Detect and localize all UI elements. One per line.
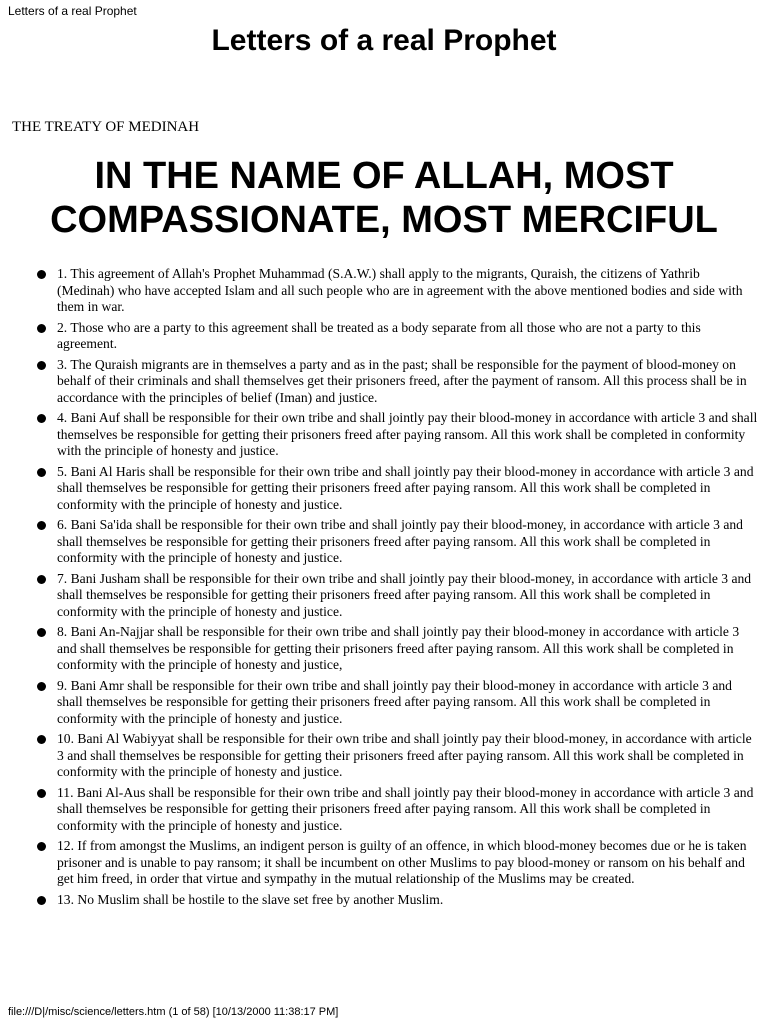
article-text: 8. Bani An-Najjar shall be responsible for their own tribe and shall jointly pay their blood-money in accordance with article 3 and shall themselves be responsible for getting their prisoners freed after paying ransom. All this work shall be completed in conformity with the principle of honesty and justice, (57, 624, 740, 672)
list-item (0, 785, 768, 835)
bullet-icon (37, 896, 46, 905)
list-item (0, 357, 768, 407)
bullet-icon (37, 628, 46, 637)
article-text: 4. Bani Auf shall be responsible for their own tribe and shall jointly pay their blood-money in accordance with article 3 and shall themselves be responsible for getting their prisoners freed after paying ransom. All this work shall be completed in conformity with the principle of honesty and justice. (57, 410, 758, 458)
article-text: 13. No Muslim shall be hostile to the slave set free by another Muslim. (57, 891, 444, 907)
bullet-icon (37, 842, 46, 851)
bullet-icon (37, 521, 46, 530)
article-text: 11. Bani Al-Aus shall be responsible for their own tribe and shall jointly pay their blood-money in accordance with article 3 and shall themselves be responsible for getting their prisoners freed after paying ransom. All this work shall be completed in conformity with the principle of honesty and justice. (57, 784, 754, 833)
article-text: 2. Those who are a party to this agreement shall be treated as a body separate from all those who are not a party to this agreement. (57, 319, 701, 351)
list-item (0, 320, 768, 353)
list-item (0, 266, 768, 316)
bullet-icon (37, 789, 46, 798)
section-label: THE TREATY OF MEDINAH (12, 119, 200, 135)
bullet-icon (37, 361, 46, 370)
bullet-icon (37, 735, 46, 744)
running-header: Letters of a real Prophet (8, 4, 137, 18)
page-footer: file:///D|/misc/science/letters.htm (1 of 58) [10/13/2000 11:38:17 PM] (8, 1006, 339, 1018)
bullet-icon (37, 682, 46, 691)
article-text: 1. This agreement of Allah's Prophet Muhammad (S.A.W.) shall apply to the migrants, Quraish, the citizens of Yathrib (Medinah) who have accepted Islam and all such people who are in agreement with the above mentioned bodies and side with them in war. (57, 266, 743, 314)
list-item (0, 410, 768, 460)
list-item (0, 517, 768, 567)
bullet-icon (37, 468, 46, 477)
article-list (0, 266, 768, 912)
article-text: 9. Bani Amr shall be responsible for their own tribe and shall jointly pay their blood-money in accordance with article 3 and shall themselves be responsible for getting their prisoners freed after paying ransom. All this work shall be completed in conformity with the principle of honesty and justice. (57, 677, 732, 726)
bullet-icon (37, 324, 46, 333)
list-item (0, 731, 768, 781)
bullet-icon (37, 414, 46, 423)
article-text: 5. Bani Al Haris shall be responsible for their own tribe and shall jointly pay their blood-money in accordance with article 3 and shall themselves be responsible for getting their prisoners freed after paying ransom. All this work shall be completed in conformity with the principle of honesty and justice. (57, 463, 754, 512)
list-item (0, 571, 768, 621)
list-item (0, 624, 768, 674)
list-item (0, 678, 768, 728)
bullet-icon (37, 575, 46, 584)
bullet-icon (37, 270, 46, 279)
article-text: 7. Bani Jusham shall be responsible for their own tribe and shall jointly pay their blood-money, in accordance with article 3 and shall themselves be responsible for getting their prisoners freed after paying ransom. All this work shall be completed in conformity with the principle of honesty and justice. (57, 570, 752, 619)
page-title: Letters of a real Prophet (211, 24, 557, 57)
list-item (0, 464, 768, 514)
invocation-heading: IN THE NAME OF ALLAH, MOST COMPASSIONATE, MOST MERCIFUL (50, 155, 718, 241)
list-item (0, 892, 768, 909)
article-text: 6. Bani Sa'ida shall be responsible for their own tribe and shall jointly pay their blood-money, in accordance with article 3 and shall themselves be responsible for getting their prisoners freed after paying ransom. All this work shall be completed in conformity with the principle of honesty and justice. (57, 517, 743, 565)
list-item (0, 838, 768, 888)
article-text: 10. Bani Al Wabiyyat shall be responsible for their own tribe and shall jointly pay their blood-money, in accordance with article 3 and shall themselves be responsible for getting their prisoners freed after paying ransom. All this work shall be completed in conformity with the principle of honesty and justice. (57, 731, 752, 779)
article-text: 3. The Quraish migrants are in themselves a party and as in the past; shall be responsible for the payment of blood-money on behalf of their criminals and shall themselves get their prisoners freed, after the payment of ransom. All this process shall be in accordance with the principles of belief (Iman) and justice. (57, 356, 747, 405)
article-text: 12. If from amongst the Muslims, an indigent person is guilty of an offence, in which blood-money becomes due or he is taken prisoner and is unable to pay ransom; it shall be incumbent on other Muslims to pay blood-money or ransom on his behalf and get him freed, in order that virtue and sympathy in the mutual relationship of the Muslims may be created. (57, 838, 747, 886)
